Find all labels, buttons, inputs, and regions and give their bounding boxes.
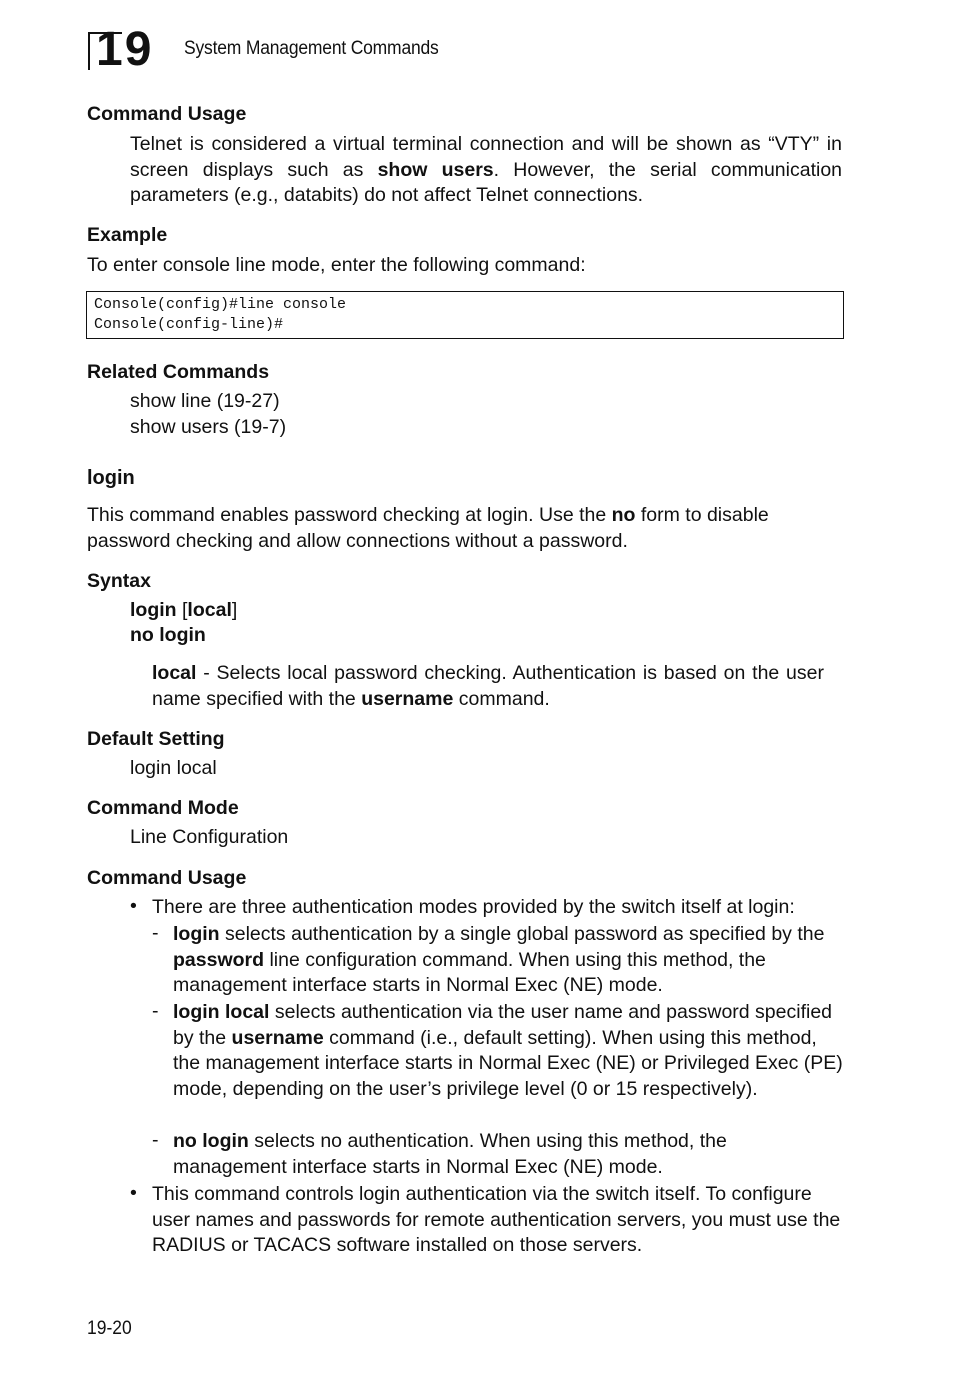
chapter-number: 19: [96, 23, 154, 76]
command-usage-heading: Command Usage: [87, 103, 247, 125]
bullet-item: There are three authentication modes provided by the switch itself at login:: [152, 896, 795, 918]
syntax-keyword: no login: [130, 624, 206, 646]
sub-item-bold: password: [173, 948, 265, 971]
sub-item: [173, 1129, 845, 1180]
dash-marker: -: [152, 922, 159, 944]
desc-text: This command enables password checking at login. Use the: [87, 504, 612, 526]
sub-item-bold: login local: [173, 1001, 270, 1023]
sub-item: [173, 922, 845, 999]
command-title: login: [87, 467, 135, 489]
sub-item-text: selects authentication via the user name and password specified by the: [173, 1001, 833, 1049]
bullet-item: This command controls login authentication via the switch itself. To configure user names and passwords for remote authentication servers, you must use the RADIUS or TACACS software installed on those servers.: [152, 1183, 841, 1256]
param-text: - Selects local password checking. Authentication is based on the user name specified with the: [152, 662, 824, 710]
chapter-marker: [88, 23, 168, 76]
sub-item-text: selects authentication by a single global password as specified by the: [219, 923, 825, 945]
bullet-marker: •: [130, 895, 137, 917]
sub-item: [173, 1000, 845, 1102]
default-setting-heading: Default Setting: [87, 728, 225, 750]
desc-text: form to disable password checking and allow connections without a password.: [87, 504, 769, 552]
param-text: command.: [453, 687, 550, 710]
chapter-marker-vertical-rule: [88, 32, 90, 70]
code-example-box: [86, 291, 844, 339]
param-bold: username: [361, 687, 454, 710]
code-line: Console(config-line)#: [94, 316, 284, 333]
chapter-title: System Management Commands: [184, 38, 439, 59]
sub-item-text: selects no authentication. When using this method, the management interface starts in Normal Exec (NE) mode.: [173, 1130, 727, 1178]
usage-text-part: Telnet is considered a virtual terminal connection and will be shown as “VTY” in screen displays such as: [130, 133, 842, 181]
sub-item-bold: login: [173, 923, 220, 945]
desc-bold: no: [611, 504, 636, 526]
command-description: [87, 503, 847, 554]
code-line: Console(config)#line console: [94, 296, 347, 313]
related-command-item: show line (19-27): [130, 390, 280, 412]
syntax-bracket: [: [176, 599, 188, 621]
syntax-keyword: local: [187, 599, 232, 621]
sub-item-text: line configuration command. When using this method, the management interface starts in Normal Exec (NE) mode.: [173, 948, 766, 996]
related-commands-heading: Related Commands: [87, 361, 270, 383]
dash-marker: -: [152, 1000, 159, 1022]
param-name: local: [152, 662, 197, 684]
command-mode-heading: Command Mode: [87, 797, 239, 819]
page-number: 19-20: [87, 1318, 132, 1339]
command-mode-value: Line Configuration: [130, 826, 289, 848]
example-intro: To enter console line mode, enter the following command:: [87, 254, 586, 276]
syntax-keyword: login: [130, 599, 177, 621]
dash-marker: -: [152, 1129, 159, 1151]
default-setting-value: login local: [130, 757, 217, 779]
usage-text-part: . However, the serial communication parameters (e.g., databits) do not affect Telnet connections.: [130, 158, 843, 206]
usage-bold-command: show users: [377, 158, 494, 181]
syntax-line: [130, 623, 842, 649]
syntax-heading: Syntax: [87, 570, 151, 592]
syntax-bracket: ]: [231, 599, 238, 621]
parameter-description: [152, 661, 824, 712]
command-usage-heading: Command Usage: [87, 867, 247, 889]
example-heading: Example: [87, 224, 168, 246]
sub-item-bold: username: [231, 1026, 324, 1049]
bullet-marker: •: [130, 1182, 137, 1204]
sub-item-text: command (i.e., default setting). When using this method, the management interface starts in Normal Exec (NE) or Privileged Exec (PE) mode, depending on the user’s privilege level (0 or 15 respectively).: [173, 1026, 843, 1100]
related-command-item: show users (19-7): [130, 416, 287, 438]
syntax-line: [130, 598, 842, 624]
command-usage-text: [130, 132, 842, 209]
sub-item-bold: no login: [173, 1130, 249, 1152]
